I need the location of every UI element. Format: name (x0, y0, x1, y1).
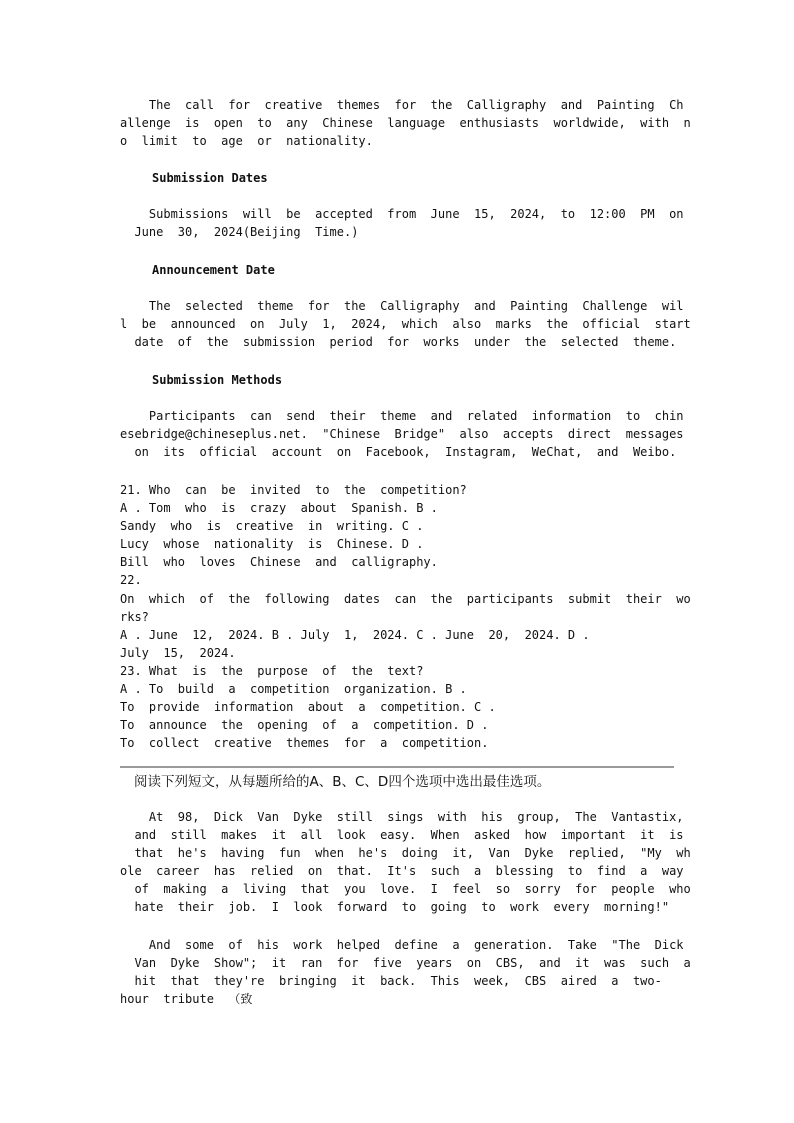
question-line: A . Tom who is crazy about Spanish. B . (120, 501, 438, 515)
methods-line: esebridge@chineseplus.net. "Chinese Bridge" also accepts direct messages (120, 427, 684, 441)
submission-dates-line: Submissions will be accepted from June 15, 2024, to 12:00 PM on (120, 207, 684, 221)
question-line: 23. What is the purpose of the text? (120, 664, 424, 678)
question-line: Bill who loves Chinese and calligraphy. (120, 555, 438, 569)
intro-paragraph-line: o limit to age or nationality. (120, 134, 373, 148)
submission-methods-heading: Submission Methods (152, 373, 283, 387)
intro-paragraph-line: The call for creative themes for the Calligraphy and Painting Ch (120, 98, 684, 112)
passage-line: and still makes it all look easy. When asked how important it is (120, 828, 684, 842)
passage-line: that he's having fun when he's doing it, Van Dyke replied, "My wh (120, 846, 691, 860)
question-line: To provide information about a competition. C . (120, 700, 496, 714)
announcement-line: date of the submission period for works under the selected theme. (120, 335, 677, 349)
passage-line: of making a living that you love. I feel so sorry for people who (120, 882, 691, 896)
question-line: A . June 12, 2024. B . July 1, 2024. C . June 20, 2024. D . (120, 628, 590, 642)
question-line: July 15, 2024. (120, 646, 236, 660)
passage-line: hate their job. I look forward to going to work every morning!" (120, 900, 670, 914)
question-line: To announce the opening of a competition. D . (120, 718, 489, 732)
methods-line: on its official account on Facebook, Instagram, WeChat, and Weibo. (120, 445, 677, 459)
passage-line: ole career has relied on that. It's such a blessing to find a way (120, 864, 684, 878)
question-line: Sandy who is creative in writing. C . (120, 519, 424, 533)
submission-dates-line: June 30, 2024(Beijing Time.) (120, 225, 359, 239)
submission-dates-heading: Submission Dates (152, 171, 268, 185)
passage-line: At 98, Dick Van Dyke still sings with his group, The Vantastix, (120, 810, 684, 824)
question-line: To collect creative themes for a competition. (120, 736, 489, 750)
announcement-line: The selected theme for the Calligraphy and Painting Challenge wil (120, 299, 684, 313)
question-line: 22. (120, 573, 142, 587)
question-line: A . To build a competition organization. B . (120, 682, 467, 696)
passage-line: hit that they're bringing it back. This week, CBS aired a two- (120, 974, 662, 988)
section-divider (120, 766, 674, 768)
passage-line: hour tribute （致 (120, 992, 253, 1006)
announcement-line: l be announced on July 1, 2024, which also marks the official start (120, 317, 691, 331)
reading-instruction: 阅读下列短文，从每题所给的A、B、C、D四个选项中选出最佳选项。 (134, 774, 551, 790)
question-line: On which of the following dates can the participants submit their wo (120, 592, 691, 606)
question-line: rks? (120, 610, 149, 624)
question-line: Lucy whose nationality is Chinese. D . (120, 537, 424, 551)
passage-line: And some of his work helped define a generation. Take "The Dick (120, 938, 684, 952)
announcement-date-heading: Announcement Date (152, 263, 275, 277)
question-line: 21. Who can be invited to the competition? (120, 483, 467, 497)
methods-line: Participants can send their theme and related information to chin (120, 409, 684, 423)
passage-line: Van Dyke Show"; it ran for five years on CBS, and it was such a (120, 956, 691, 970)
intro-paragraph-line: allenge is open to any Chinese language enthusiasts worldwide, with n (120, 116, 691, 130)
